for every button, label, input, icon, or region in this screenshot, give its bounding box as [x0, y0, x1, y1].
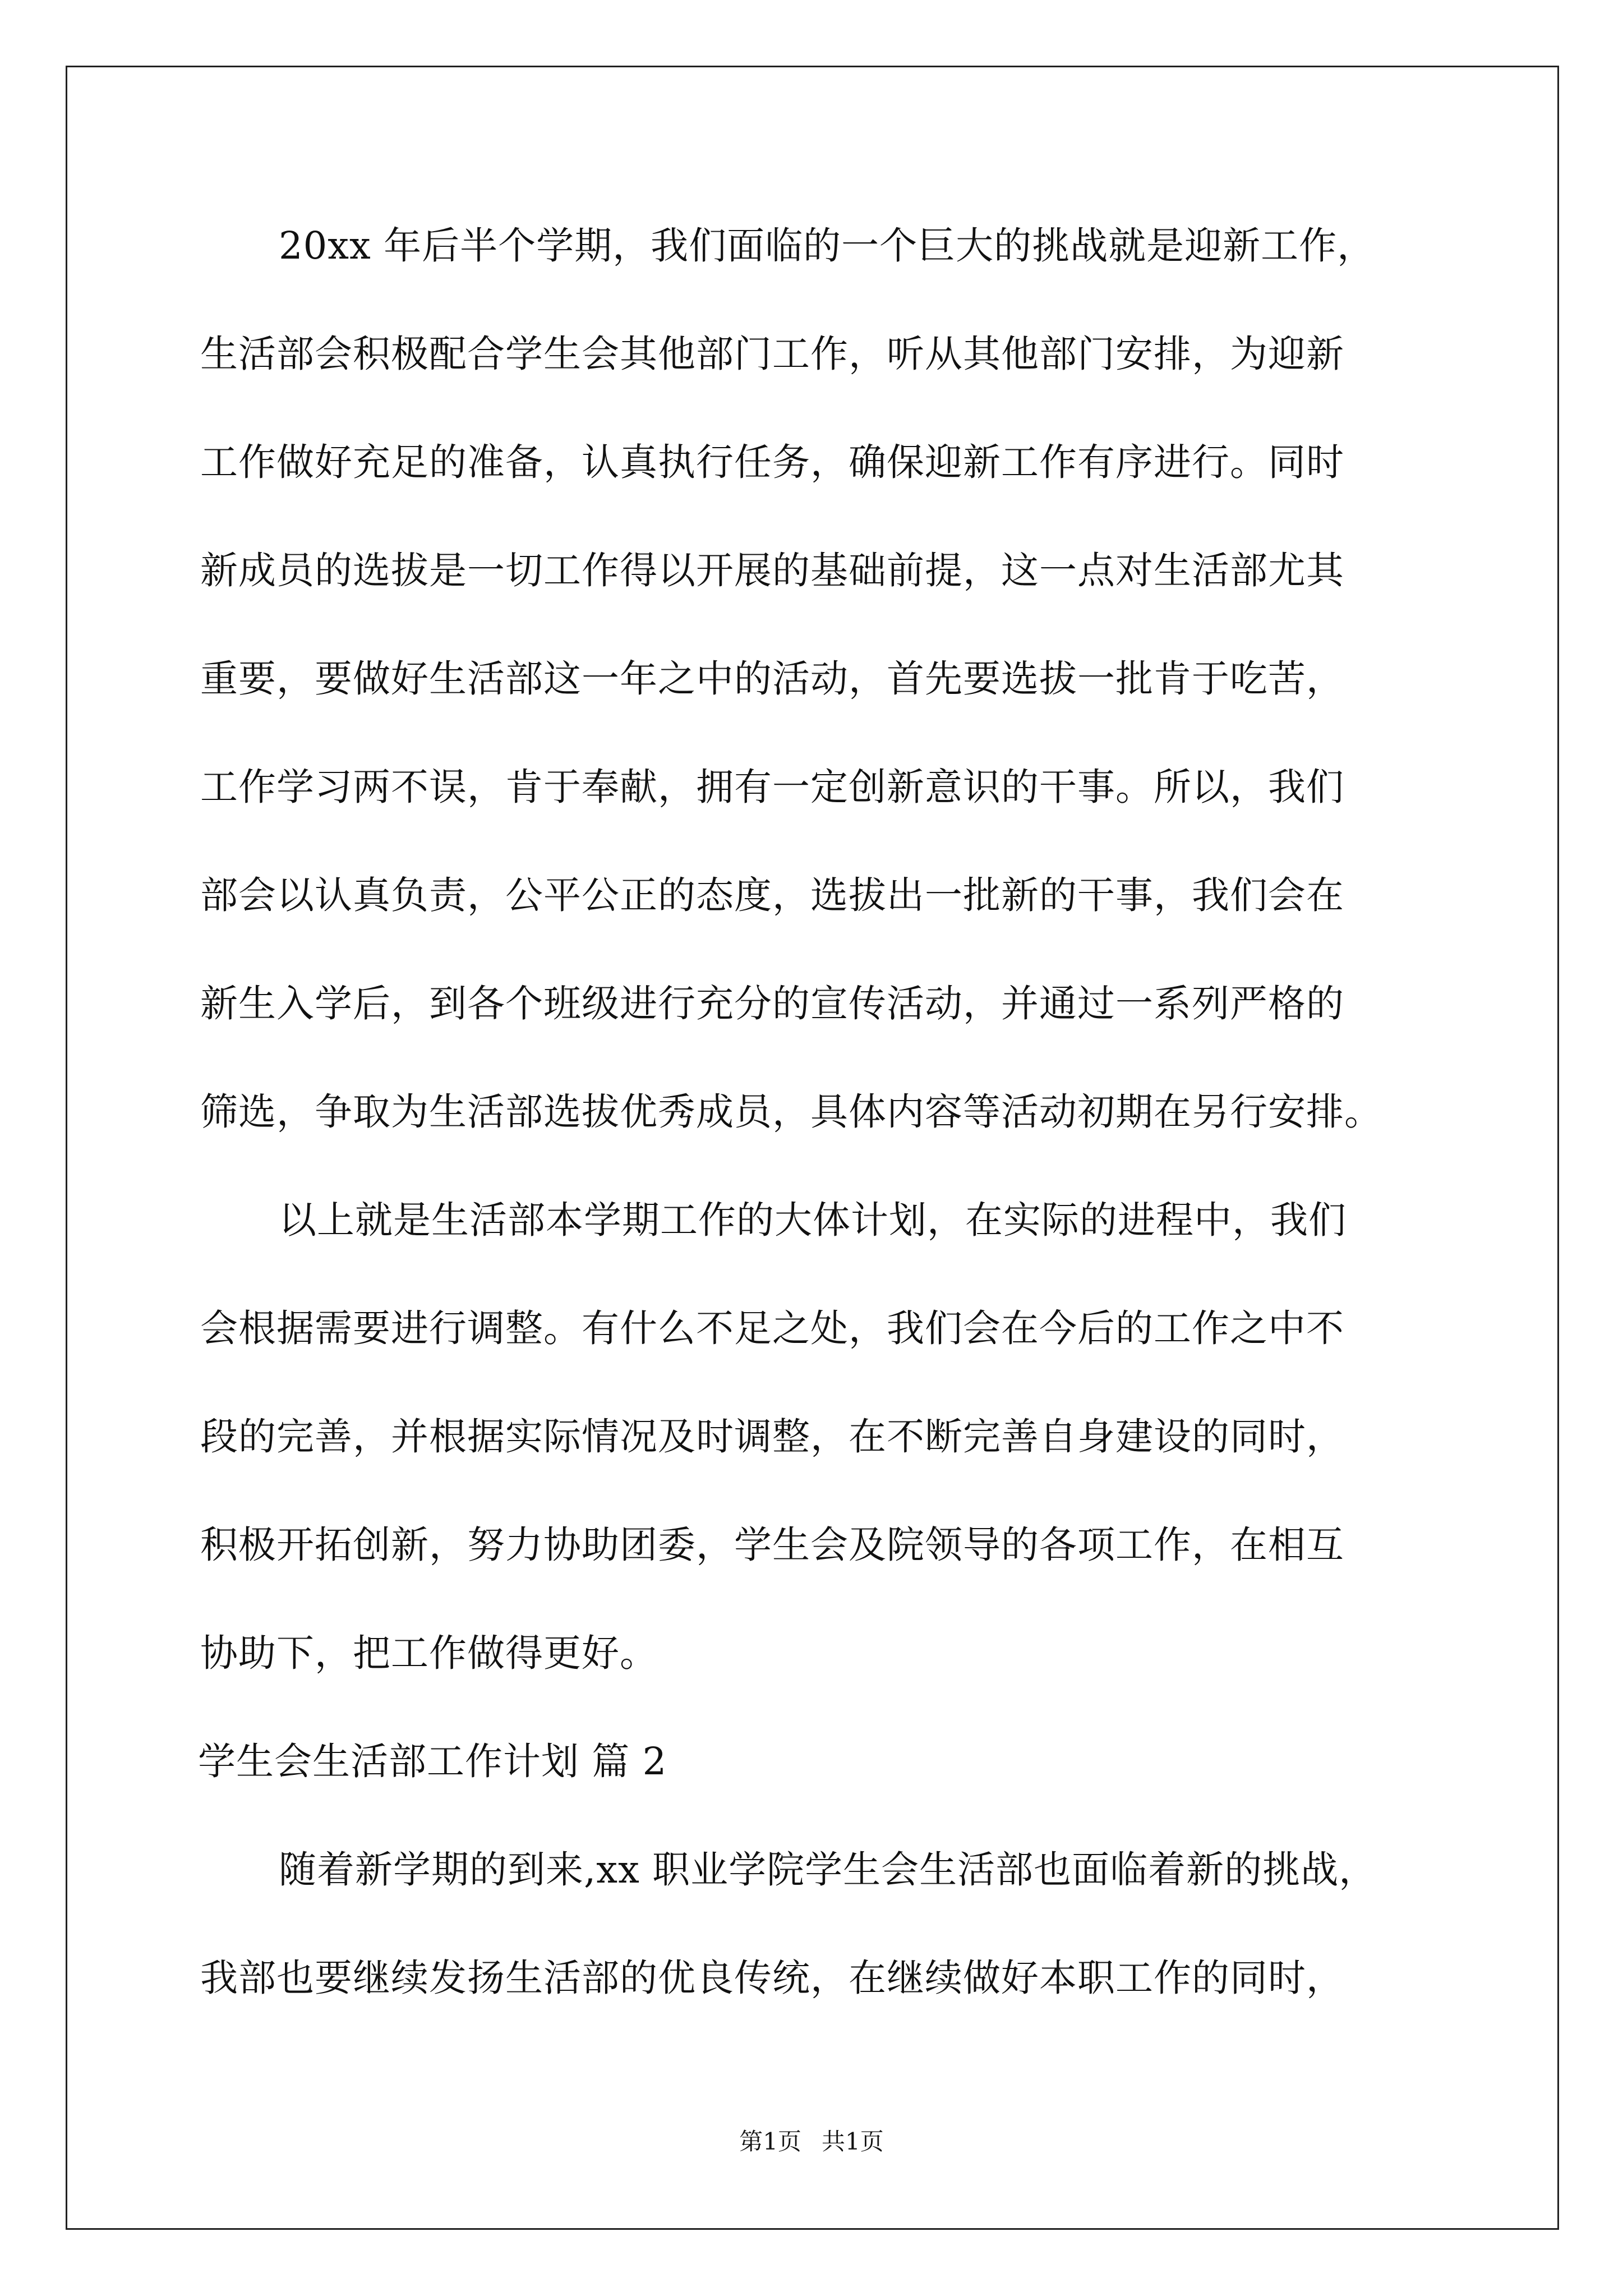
page-total: 共1页 — [822, 2128, 884, 2155]
paragraph-line: 20xx 年后半个学期，我们面临的一个巨大的挑战就是迎新工作， — [279, 224, 1376, 268]
paragraph-line: 段的完善，并根据实际情况及时调整，在不断完善自身建设的同时， — [200, 1415, 1344, 1458]
paragraph-line: 我部也要继续发扬生活部的优良传统，在继续做好本职工作的同时， — [200, 1956, 1344, 2000]
paragraph-line: 工作做好充足的准备，认真执行任务，确保迎新工作有序进行。同时 — [200, 440, 1344, 484]
paragraph-line: 协助下，把工作做得更好。 — [200, 1631, 658, 1675]
page-number: 第1页 — [739, 2128, 801, 2155]
paragraph-line: 新成员的选拔是一切工作得以开展的基础前提，这一点对生活部尤其 — [200, 549, 1344, 592]
page-border — [66, 66, 1559, 2230]
paragraph-line: 生活部会积极配合学生会其他部门工作，听从其他部门安排，为迎新 — [200, 332, 1344, 376]
paragraph-line: 以上就是生活部本学期工作的大体计划，在实际的进程中，我们 — [279, 1198, 1347, 1242]
paragraph-line: 部会以认真负责，公平公正的态度，选拔出一批新的干事，我们会在 — [200, 873, 1344, 917]
paragraph-line: 会根据需要进行调整。有什么不足之处，我们会在今后的工作之中不 — [200, 1306, 1344, 1350]
page-footer — [0, 2125, 1623, 2159]
paragraph-line: 重要，要做好生活部这一年之中的活动，首先要选拔一批肯于吃苦， — [200, 657, 1344, 701]
paragraph-line: 工作学习两不误，肯于奉献，拥有一定创新意识的干事。所以，我们 — [200, 765, 1344, 809]
paragraph-line: 筛选，争取为生活部选拔优秀成员，具体内容等活动初期在另行安排。 — [200, 1090, 1382, 1134]
section-heading: 学生会生活部工作计划 篇 2 — [198, 1740, 667, 1783]
paragraph-line: 新生入学后，到各个班级进行充分的宣传活动，并通过一系列严格的 — [200, 982, 1344, 1025]
paragraph-line: 随着新学期的到来,xx 职业学院学生会生活部也面临着新的挑战， — [279, 1848, 1377, 1892]
paragraph-line: 积极开拓创新，努力协助团委，学生会及院领导的各项工作，在相互 — [200, 1523, 1344, 1567]
